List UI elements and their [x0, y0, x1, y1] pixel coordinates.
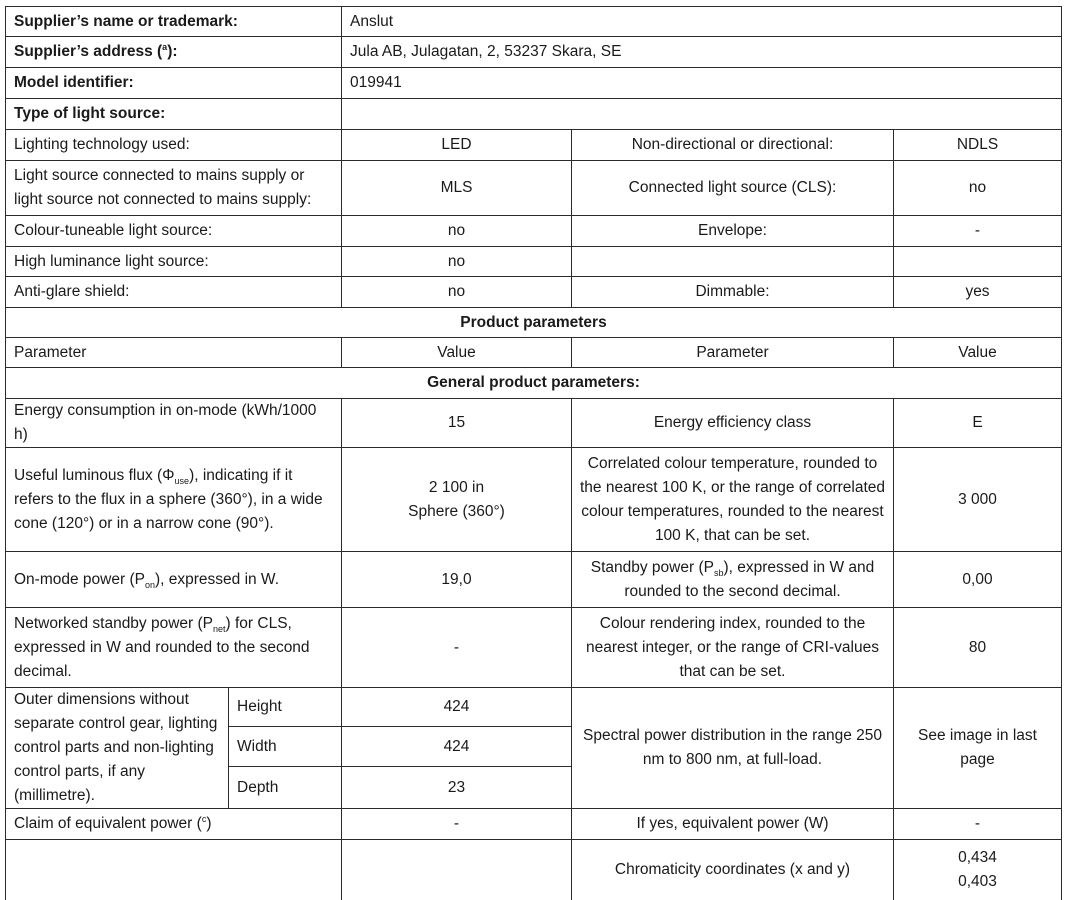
type-value-2: NDLS	[894, 130, 1062, 161]
spectral-power-label: Spectral power distribution in the range 250 nm to 800 nm, at full-load.	[572, 688, 894, 809]
dimension-row	[6, 688, 1062, 727]
energy-class-label: Energy efficiency class	[572, 399, 894, 448]
energy-row	[6, 399, 1062, 448]
type-label: Lighting technology used:	[6, 130, 342, 161]
chromaticity-label: Chromaticity coordinates (x and y)	[572, 840, 894, 900]
type-heading-row	[6, 99, 1062, 130]
chromaticity-value: 0,434 0,403	[894, 840, 1062, 900]
supplier-name-value: Anslut	[342, 7, 1062, 37]
type-value: no	[342, 277, 572, 308]
luminous-flux-value: 2 100 in Sphere (360°)	[342, 448, 572, 552]
on-mode-power-label: On-mode power $(P_{on})$, expressed in W.	[6, 552, 342, 608]
model-identifier-row	[6, 68, 1062, 99]
cri-value: 80	[894, 608, 1062, 688]
spectral-power-value: See image in last page	[894, 688, 1062, 809]
general-parameters-heading: General product parameters:	[6, 368, 1062, 399]
luminous-flux-label: Useful luminous flux $(\Phi_{use})$, indicating if it refers to the flux in a sphere (360°), in a wide cone (120°) or in a narrow cone (90°).	[6, 448, 342, 552]
type-label-2: Dimmable:	[572, 277, 894, 308]
standby-power-value: 0,00	[894, 552, 1062, 608]
power-row	[6, 552, 1062, 608]
type-row	[6, 130, 1062, 161]
supplier-name-label: Supplier’s name or trademark:	[6, 7, 342, 37]
type-label-2: Envelope:	[572, 216, 894, 247]
type-row	[6, 216, 1062, 247]
type-heading: Type of light source:	[6, 99, 342, 130]
energy-consumption-label: Energy consumption in on-mode (kWh/1000 h)	[6, 399, 342, 448]
networked-standby-label: Networked standby power $(P_{net})$ for CLS, expressed in W and rounded to the second decimal.	[6, 608, 342, 688]
type-value-2: yes	[894, 277, 1062, 308]
column-header-value-2: Value	[894, 338, 1062, 368]
energy-class-value: E	[894, 399, 1062, 448]
type-value-2	[894, 247, 1062, 277]
chromaticity-empty-value	[342, 840, 572, 900]
on-mode-power-value: 19,0	[342, 552, 572, 608]
product-information-table	[5, 6, 1062, 900]
type-value: no	[342, 216, 572, 247]
type-value: no	[342, 247, 572, 277]
general-parameters-heading-row	[6, 368, 1062, 399]
type-value-2: -	[894, 216, 1062, 247]
supplier-address-value: Jula AB, Julagatan, 2, 53237 Skara, SE	[342, 37, 1062, 68]
type-row	[6, 247, 1062, 277]
product-parameters-heading-row	[6, 308, 1062, 338]
type-label-2	[572, 247, 894, 277]
equivalent-power-label: Claim of equivalent power ($^c$)	[6, 809, 342, 840]
chromaticity-row	[6, 840, 1062, 900]
type-value: MLS	[342, 161, 572, 216]
type-label-2: Connected light source (CLS):	[572, 161, 894, 216]
type-label: Light source connected to mains supply or light source not connected to mains supply:	[6, 161, 342, 216]
equivalent-power-yes-value: -	[894, 809, 1062, 840]
supplier-name-row	[6, 7, 1062, 37]
flux-row	[6, 448, 1062, 552]
dimension-value: 424	[342, 727, 572, 767]
column-header-row	[6, 338, 1062, 368]
dimension-label: Width	[229, 727, 342, 767]
type-row	[6, 277, 1062, 308]
column-header-parameter: Parameter	[6, 338, 342, 368]
networked-standby-value: -	[342, 608, 572, 688]
standby-power-label: Standby power $(P_{sb})$, expressed in W and rounded to the second decimal.	[572, 552, 894, 608]
supplier-address-row	[6, 37, 1062, 68]
dimension-value: 424	[342, 688, 572, 727]
column-header-value: Value	[342, 338, 572, 368]
model-identifier-label: Model identifier:	[6, 68, 342, 99]
dimension-label: Height	[229, 688, 342, 727]
chromaticity-empty-left	[6, 840, 342, 900]
networked-standby-row	[6, 608, 1062, 688]
energy-consumption-value: 15	[342, 399, 572, 448]
cri-label: Colour rendering index, rounded to the nearest integer, or the range of CRI-values that can be set.	[572, 608, 894, 688]
type-label: Anti-glare shield:	[6, 277, 342, 308]
type-heading-empty	[342, 99, 1062, 130]
model-identifier-value: 019941	[342, 68, 1062, 99]
equivalent-power-row	[6, 809, 1062, 840]
outer-dimensions-label: Outer dimensions without separate control gear, lighting control parts and non-lighting control parts, if any (millimetre).	[6, 688, 229, 809]
supplier-address-label: Supplier’s address ($^a$):	[6, 37, 342, 68]
colour-temperature-label: Correlated colour temperature, rounded to the nearest 100 K, or the range of correlated colour temperatures, rounded to the nearest 100 K, that can be set.	[572, 448, 894, 552]
dimension-value: 23	[342, 767, 572, 809]
equivalent-power-yes-label: If yes, equivalent power (W)	[572, 809, 894, 840]
type-label: Colour-tuneable light source:	[6, 216, 342, 247]
type-row	[6, 161, 1062, 216]
product-parameters-heading: Product parameters	[6, 308, 1062, 338]
type-label-2: Non-directional or directional:	[572, 130, 894, 161]
column-header-parameter-2: Parameter	[572, 338, 894, 368]
equivalent-power-value: -	[342, 809, 572, 840]
dimension-label: Depth	[229, 767, 342, 809]
colour-temperature-value: 3 000	[894, 448, 1062, 552]
type-label: High luminance light source:	[6, 247, 342, 277]
type-value: LED	[342, 130, 572, 161]
type-value-2: no	[894, 161, 1062, 216]
